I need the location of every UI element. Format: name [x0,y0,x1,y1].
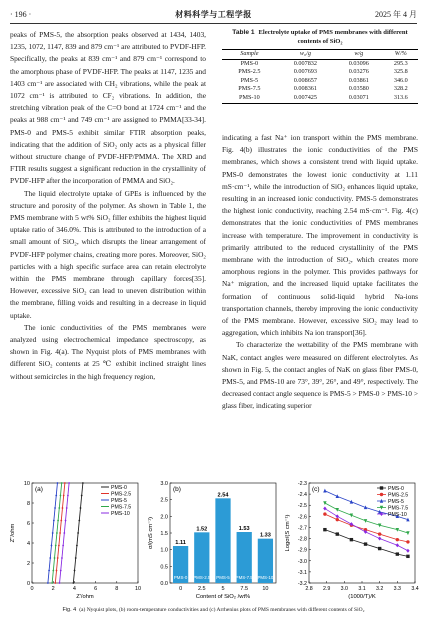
y-tick-label: -2.7 [297,525,307,532]
x-tick-label: 3.4 [411,586,419,592]
paragraph: The ionic conductivities of the PMS membranes were analyzed using electrochemical impedance spectroscopy, as shown in Fig. 4(a). The Nyquist plots of PMS membranes with different SiO₂ contents at 25 ℃ exhibit inclined straight lines without semicircles in the high frequency region, [10,322,206,381]
data-point [77,532,79,534]
data-point [60,520,62,522]
y-tick-label: 2 [26,561,30,567]
data-point [59,582,61,584]
data-point [60,570,62,572]
data-point [47,582,49,584]
table-cell: 328.2 [393,85,408,93]
data-point [350,538,353,541]
data-point [55,545,57,547]
issue-date: 2025 年 4 月 [375,10,417,19]
x-tick-label: 3.1 [358,586,366,592]
legend-label: PMS-5 [388,499,404,505]
data-point [323,507,326,511]
data-point [56,532,58,534]
y-tick-label: 1.5 [160,531,168,537]
data-point [336,518,339,521]
table-cell: 0.03861 [348,76,369,84]
table-cell: 0.03096 [348,59,369,67]
bar-name: PMS-2.5 [193,575,211,580]
data-point [54,582,56,584]
data-point [64,482,66,484]
x-tick-label: 2.8 [305,586,313,592]
uptake-table [222,49,418,104]
y-axis-label: Logσ/(S cm⁻¹) [285,514,291,552]
nyquist-plot [8,479,142,605]
data-point [80,507,82,509]
data-point [78,520,80,522]
y-tick-label: 2.0 [160,514,168,521]
y-tick-label: -3.1 [297,569,307,576]
data-point [336,532,339,535]
table-cell: 295.3 [393,59,408,67]
y-tick-label: 0 [26,581,30,587]
data-point [57,557,59,559]
legend-label: PMS-10 [388,512,407,518]
data-point [66,507,68,509]
bar-name: PMS-7.5 [235,575,253,580]
table-label: Table 1 [232,29,255,36]
panel-label: (b) [173,486,181,493]
table-row [222,85,418,94]
bar-name: PMS-5 [216,575,230,580]
data-point [67,495,69,497]
x-tick-label: 0 [179,586,183,592]
data-label: 1.33 [259,532,271,539]
table-row [222,77,418,86]
data-point [48,570,50,572]
legend-label: PMS-7.5 [111,504,132,511]
y-tick-label: 4 [26,541,30,547]
y-tick-label: -3.0 [297,558,307,565]
table-cell: 0.008361 [293,85,317,93]
page-header [10,9,417,24]
legend-label: PMS-10 [111,511,130,517]
y-tick-label: 0.0 [160,581,168,587]
table-cell: PMS-7.5 [238,85,261,93]
x-tick-label: 4 [72,586,76,592]
page-number: · 196 · [10,10,32,19]
data-point [396,552,399,555]
data-point [53,520,55,522]
data-point [396,543,399,547]
data-point [406,555,409,558]
table-1 [222,28,418,104]
data-point [81,495,83,497]
table-cell: 0.007693 [293,68,317,76]
data-label: 1.52 [196,526,208,533]
data-point [59,532,61,534]
table-cell: 325.8 [393,68,408,76]
data-point [364,542,367,545]
x-tick-label: 2.9 [322,586,331,592]
data-point [378,547,381,550]
data-point [62,545,64,547]
y-tick-label: -2.3 [297,481,307,487]
y-axis-label: σ/(mS cm⁻¹) [148,516,154,550]
data-point [323,489,326,493]
table-caption-text: Electrolyte uptake of PMS membranes with different contents of SiO₂ [258,29,408,45]
x-axis-label: Content of SiO₂ /wt% [195,594,251,600]
data-point [55,495,57,497]
data-point [74,570,76,572]
figure-caption-text: (a) Nyquist plots, (b) room-temperature conductivities and (c) Arrhenius plots of PMS membranes with different contents of SiO₂ [79,607,365,613]
table-cell: 0.03071 [348,93,369,101]
table-cell: PMS-10 [239,93,260,101]
table-row [222,68,418,77]
data-point [336,514,339,518]
bar-name: PMS-0 [173,575,188,580]
legend-label: PMS-0 [111,485,127,491]
x-tick-label: 10 [134,586,142,592]
data-point [406,549,409,553]
data-point [378,532,381,535]
y-tick-label: -3.2 [297,581,307,587]
bar [215,498,230,583]
data-point [57,482,59,484]
conductivity-bar-chart [146,479,280,605]
data-point [378,537,381,541]
legend-label: PMS-5 [111,498,127,504]
x-tick-label: 7.5 [240,586,249,592]
x-tick-label: 2 [51,586,55,592]
data-point [62,507,64,509]
data-point [406,531,409,535]
panel-label: (c) [312,486,320,493]
data-point [51,582,53,584]
x-axis-label: (1000/T)/K [348,594,376,600]
legend-label: PMS-2.5 [111,491,132,498]
data-point [61,482,63,484]
data-point [380,493,383,496]
y-tick-label: -2.8 [297,536,307,543]
arrhenius-plot [284,479,419,605]
table-header-row [222,50,418,60]
x-tick-label: 2.5 [197,586,206,592]
table-cell: PMS-0 [240,59,259,67]
table-cell: 313.6 [393,93,408,101]
panel-label: (a) [35,486,43,493]
data-point [61,557,63,559]
x-tick-label: 3.2 [375,586,384,592]
data-point [63,495,65,497]
x-tick-label: 0 [30,586,34,592]
y-tick-label: 6 [26,521,30,527]
legend-label: PMS-7.5 [388,505,409,512]
table-header-cell: w/g [354,50,364,57]
data-point [396,538,399,541]
data-point [323,528,326,531]
x-tick-label: 3.0 [340,586,349,592]
y-tick-label: -2.5 [297,503,307,510]
right-column [222,132,418,413]
bar-name: PMS-10 [257,575,274,580]
table-cell: 0.008657 [293,76,317,84]
data-point [380,486,383,489]
y-tick-label: 2.5 [160,497,168,504]
paragraph: The liquid electrolyte uptake of GPEs is influenced by the structure and porosity of the polymer. As shown in Table 1, the PMS membrane with 5 wt% SiO₂ filler exhibits the highest liquid uptake ratio of 346.0%. This is attributed to the introduction of a small amount of SiO₂, which disrupts the linear arrangement of PVDF-HFP polymer chains, creating more pores. Moreover, SiO₂ particles with a high specific surface area can retain electrolyte within the PMS membrane through capillary forces[35]. However, excessive SiO₂ can lead to uneven distribution within the membrane, filling voids and resulting in a decrease in liquid uptake. [10,188,206,320]
figure-caption [8,606,419,614]
left-column [10,29,206,383]
data-point [75,557,77,559]
table-cell: PMS-2.5 [238,68,261,76]
x-tick-label: 3.3 [393,586,402,592]
figure-4 [8,479,419,605]
data-label: 1.53 [238,526,250,532]
table-header-cell: w₀/g [299,50,311,57]
y-tick-label: -2.6 [297,514,307,521]
y-tick-label: 0.5 [160,564,168,571]
data-point [65,520,67,522]
table-cell: PMS-5 [240,76,259,84]
data-point [76,545,78,547]
y-tick-label: 1.0 [160,547,168,554]
y-tick-label: 3.0 [160,481,168,487]
data-point [58,507,60,509]
y-tick-label: 8 [26,501,30,507]
y-axis-label: Z''/ohm [10,523,16,543]
table-header-cell: Sample [240,50,259,57]
x-tick-label: 8 [115,586,119,592]
table-row [222,94,418,103]
legend-label: PMS-2.5 [388,492,409,499]
x-tick-label: 5 [221,586,225,592]
y-tick-label: 10 [23,481,30,487]
figure-label: Fig. 4 [62,607,77,613]
data-point [68,482,70,484]
data-point [323,512,326,515]
table-cell: 0.007832 [293,59,317,67]
data-point [72,582,74,584]
table-caption [222,28,418,46]
paragraph: peaks of PMS-5, the absorption peaks observed at 1434, 1403, 1235, 1072, 1147, 839 and 879 cm⁻¹ are attributed to PVDF-HFP. Specifically, the peaks at 839 cm⁻¹ and 879 cm⁻¹ correspond to the amorphous phase of PVDF-HFP. The peaks at 1147, 1235 and 1403 cm⁻¹ are associated with CH₂ vibrations, while the peak at 1072 cm⁻¹ is attributed to CF₂ vibrations. In addition, the stretching vibration peak of the C=O bond at 1724 cm⁻¹ and the peaks at 988 cm⁻¹ and 749 cm⁻¹ are assigned to PMMA[33-34]. PMS-0 and PMS-5 exhibit similar FTIR absorption peaks, indicating that the addition of SiO₂ only acts as a physical filler without structure change of PVDF-HFP/PMMA. The XRD and FTIR results suggest a significant reduction in the crystallinity of PVDF-HFP after the incorporation of PMMA and SiO₂. [10,30,206,186]
table-cell: 0.03580 [348,85,369,93]
data-point [63,532,65,534]
data-point [58,545,60,547]
x-axis-label: Z'/ohm [76,594,94,600]
data-point [54,507,56,509]
data-point [56,570,58,572]
data-point [49,557,51,559]
x-tick-label: 6 [94,586,98,592]
paragraph: indicating a fast Na⁺ ion transport within the PMS membrane. Fig. 4(b) illustrates the ionic conductivities of the PMS membranes, which shows a consistent trend with liquid uptake. PMS-0 demonstrates the lowest ionic conductivity at 1.11 mS·cm⁻¹, while the introduction of SiO₂ enhances liquid uptake, resulting in an increased ionic conductivity. PMS-5 demonstrates the highest ionic conductivity, reaching 2.54 mS·cm⁻¹. Fig. 4(c) demonstrates that the ionic conductivities of PMS membranes increase with temperature. The improvement in conductivity is primarily attributed to the reduced crystallinity of the PMS membrane with the introduction of SiO₂, which creates more amorphous regions in the polymer. This provides pathways for Na⁺ migration, and the increased liquid uptake facilitates the formation of continuous solid-liquid hybrid Na-ions transportation channels, thereby improving the ionic conductivity of the PMS membrane. However, excessive SiO₂ may lead to aggregation, which inhibits Na ion transport[36]. [222,133,418,338]
table-row [222,59,418,68]
data-point [52,570,54,572]
data-point [54,557,56,559]
table-cell: 0.03276 [348,68,369,76]
data-label: 2.54 [217,492,229,499]
data-point [51,545,53,547]
paragraph: To characterize the wettability of the PMS membrane with NaK, contact angles were measured on different electrolytes. As shown in Fig. 5, the contact angles of NaK on glass fiber PMS-0, PMS-5, and PMS-10 are 73°, 39°, 26°, and 49°, respectively. The decreased contact angle sequence is PMS-5 > PMS-0 > PMS-10 > glass fiber, indicating superior [222,340,419,411]
legend-label: PMS-0 [388,486,404,492]
table-header-cell: W/% [394,50,407,57]
x-tick-label: 10 [262,586,269,592]
data-label: 1.11 [175,540,186,546]
y-tick-label: -2.9 [297,547,307,554]
data-point [406,540,409,543]
data-point [82,482,84,484]
data-point [52,532,54,534]
table-cell: 346.0 [393,76,408,84]
table-cell: 0.007425 [293,93,317,101]
data-point [57,520,59,522]
journal-title: 材料科学与工程学报 [175,10,252,19]
y-tick-label: -2.4 [297,492,307,499]
data-point [60,495,62,497]
